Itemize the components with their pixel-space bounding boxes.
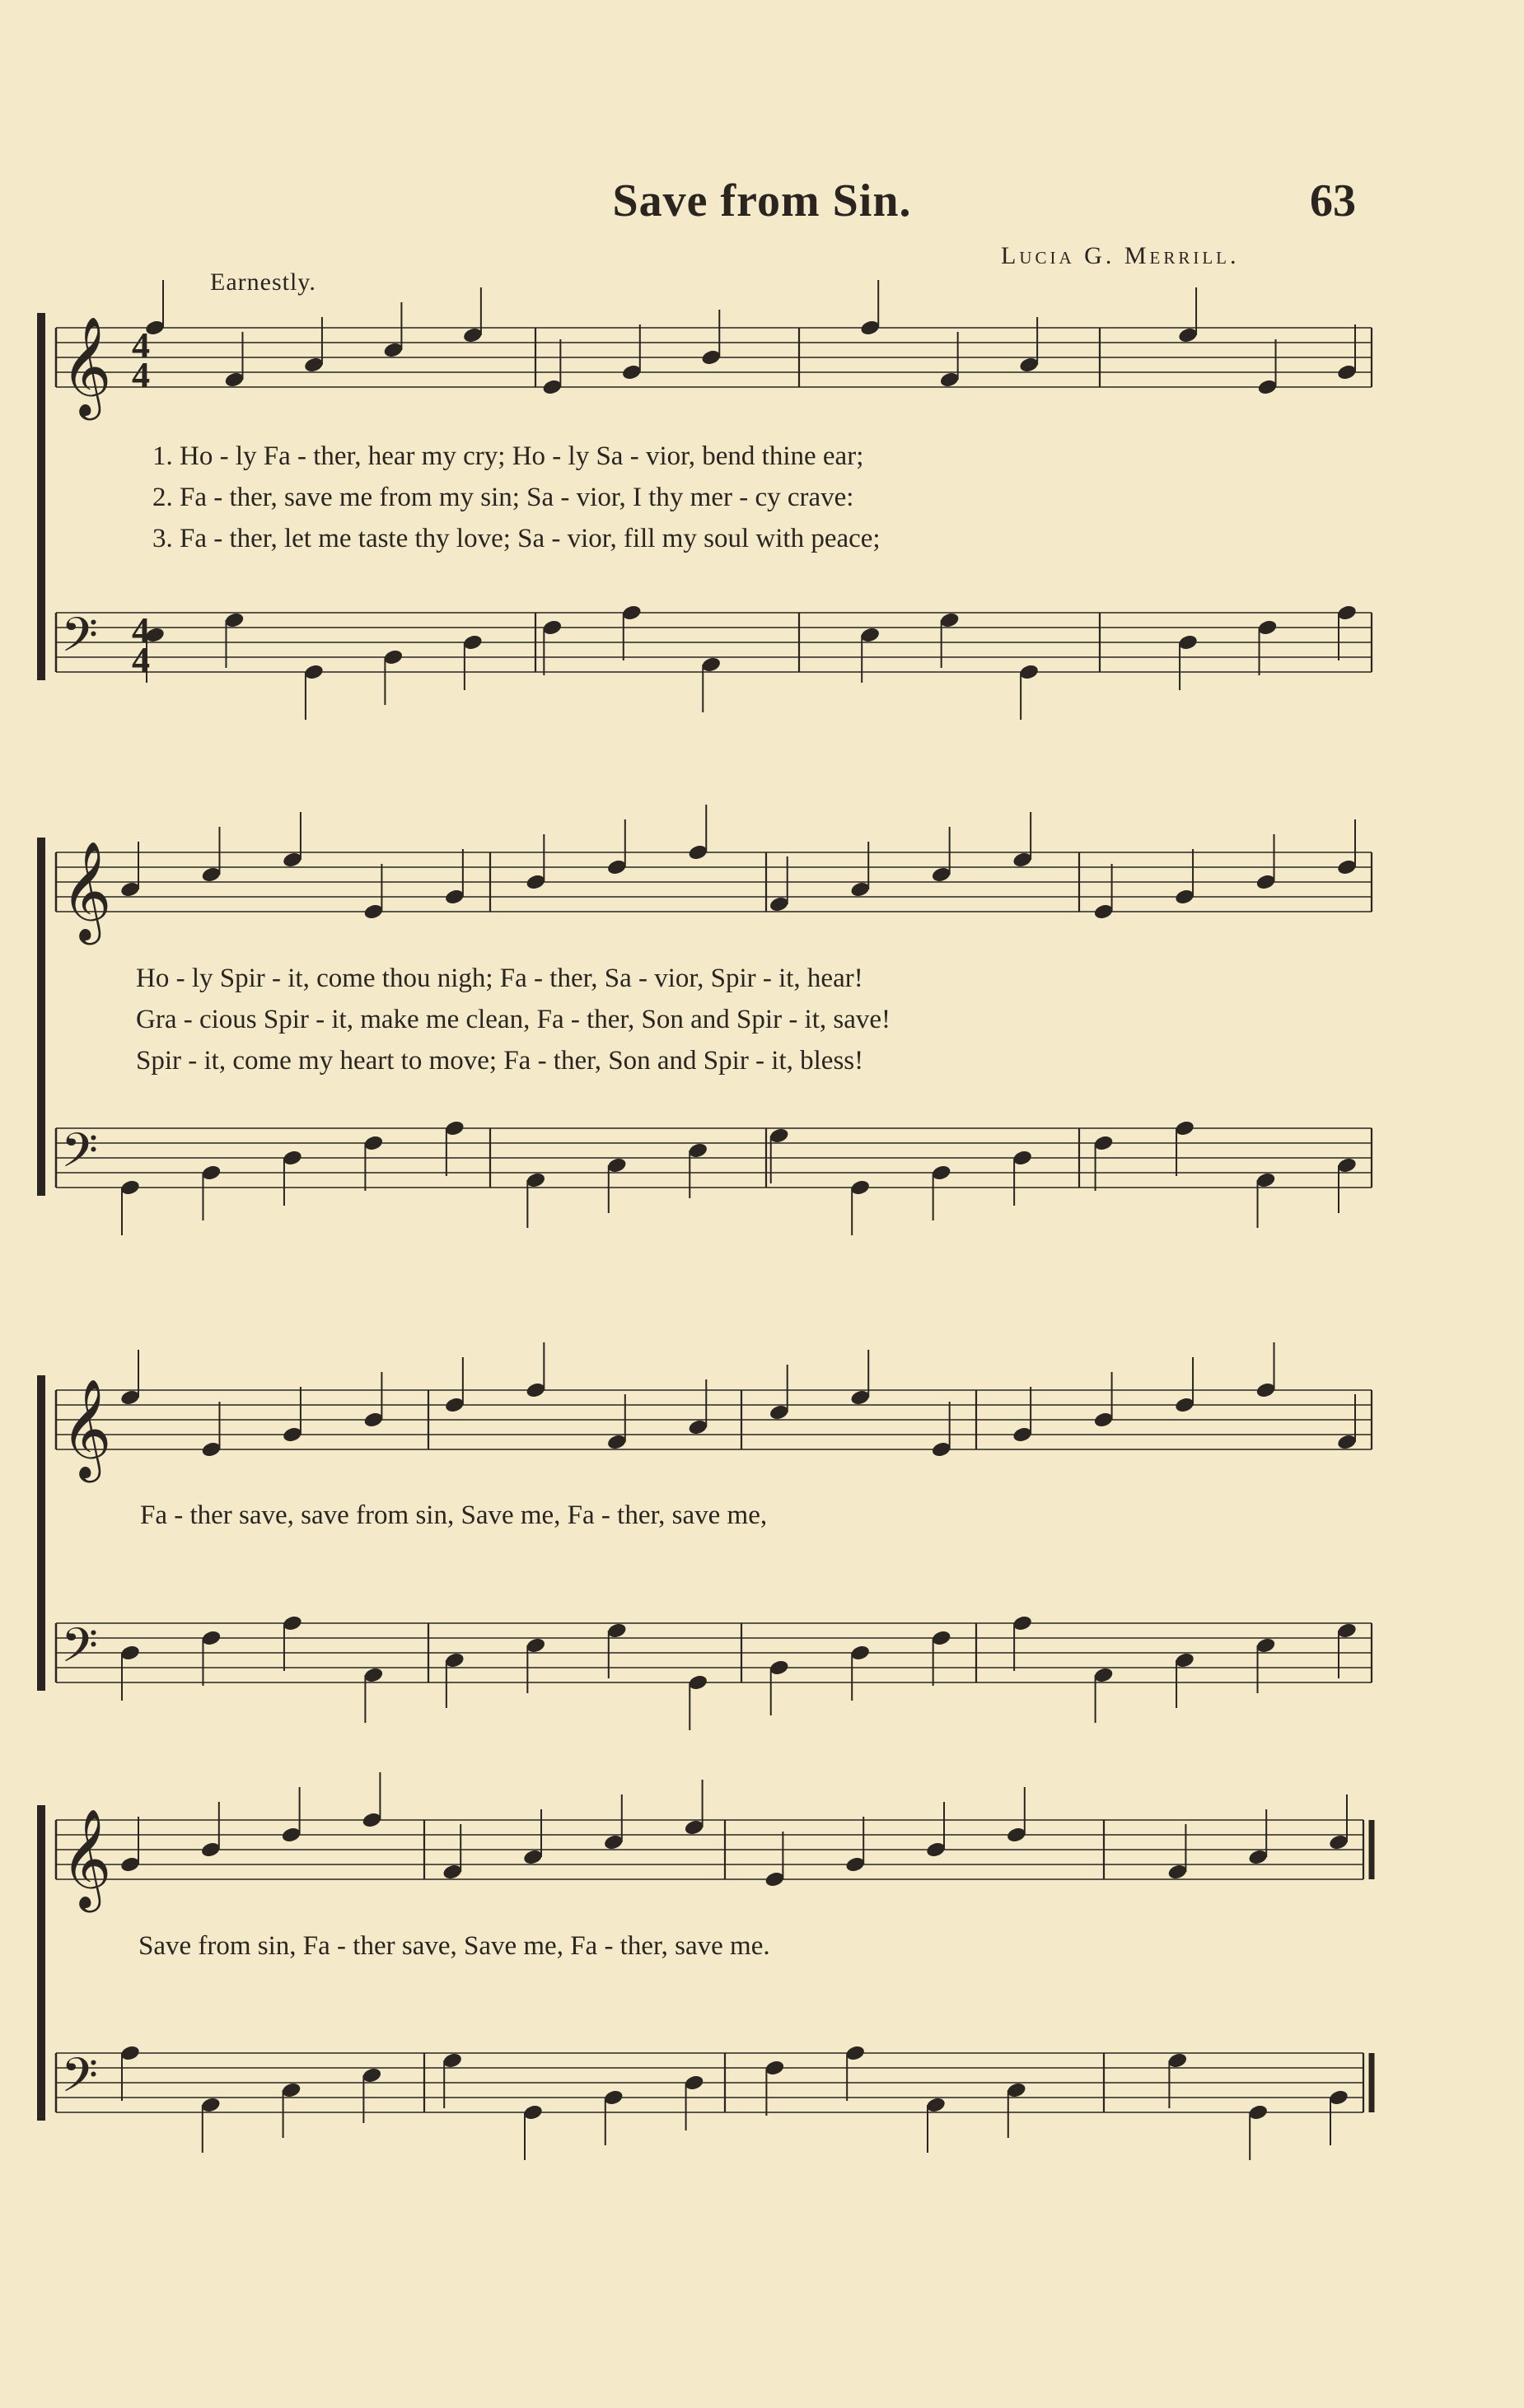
bass-clef-icon: 𝄢	[61, 2047, 99, 2115]
hymn-title: Save from Sin.	[612, 175, 912, 226]
lyric-line: Gra - cious Spir - it, make me clean, Fa - ther, Son and Spir - it, save!	[136, 1005, 891, 1034]
time-signature-bottom: 4	[132, 640, 150, 680]
page-number: 63	[1310, 175, 1356, 226]
lyric-line: Spir - it, come my heart to move; Fa - ther, Son and Spir - it, bless!	[136, 1046, 864, 1076]
lyric-line: Ho - ly Spir - it, come thou nigh; Fa - ther, Sa - vior, Spir - it, hear!	[136, 964, 863, 993]
lyric-line: Save from sin, Fa - ther save, Save me, Fa - ther, save me.	[138, 1931, 770, 1961]
bass-clef-icon: 𝄢	[61, 607, 99, 674]
lyric-line: Fa - ther save, save from sin, Save me, Fa - ther, save me,	[140, 1500, 768, 1530]
treble-clef-icon: 𝄞	[61, 315, 112, 416]
treble-clef-icon: 𝄞	[61, 840, 112, 940]
lyric-line: 2. Fa - ther, save me from my sin; Sa - vior, I thy mer - cy crave:	[152, 483, 854, 512]
treble-clef-icon: 𝄞	[61, 1808, 112, 1908]
treble-clef-icon: 𝄞	[61, 1378, 112, 1478]
bass-clef-icon: 𝄢	[61, 1122, 99, 1190]
time-signature-top: 4	[132, 325, 150, 366]
lyric-line: 1. Ho - ly Fa - ther, hear my cry; Ho - ly Sa - vior, bend thine ear;	[152, 441, 864, 471]
time-signature-top: 4	[132, 610, 150, 651]
lyric-line: 3. Fa - ther, let me taste thy love; Sa - vior, fill my soul with peace;	[152, 524, 881, 553]
time-signature-bottom: 4	[132, 355, 150, 395]
composer-credit: Lucia G. Merrill.	[1001, 242, 1240, 269]
bass-clef-icon: 𝄢	[61, 1617, 99, 1685]
tempo-marking: Earnestly.	[210, 268, 316, 296]
